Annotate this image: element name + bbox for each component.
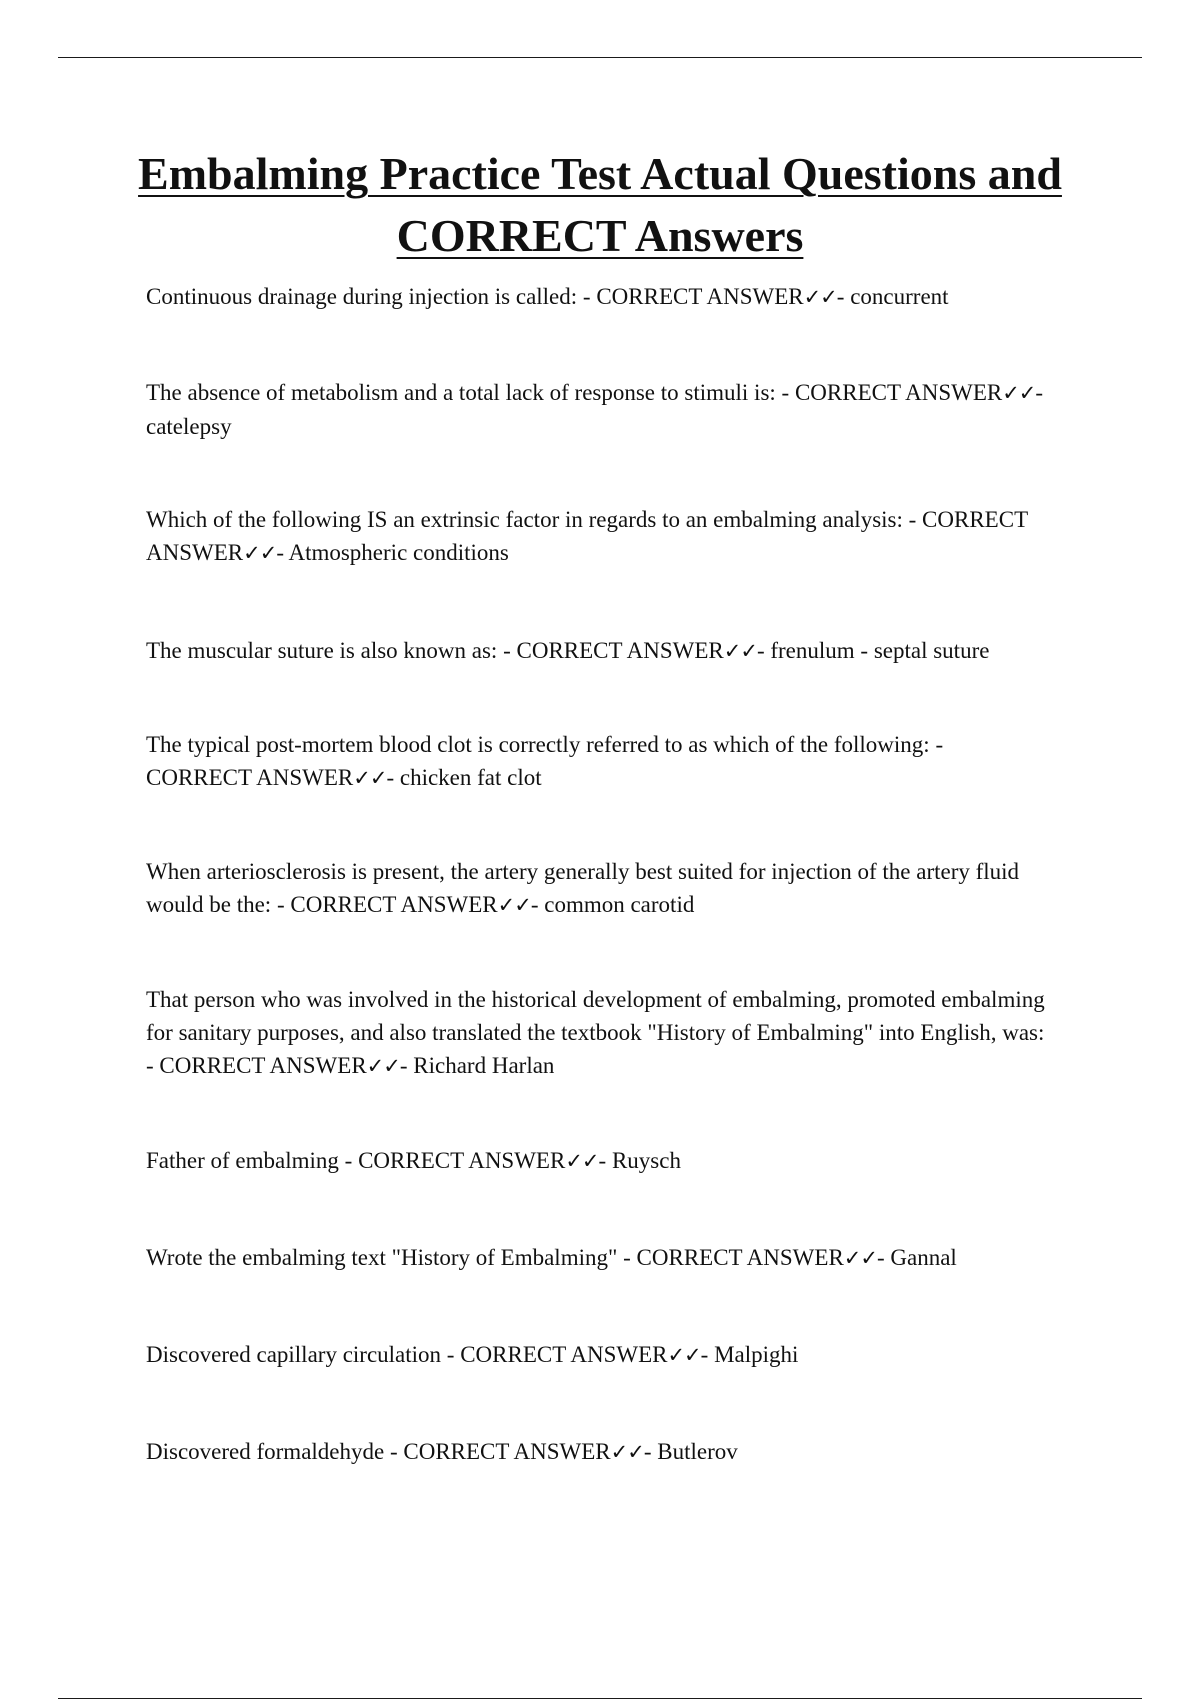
qa-item: That person who was involved in the historical development of embalming, promoted embalming for sanitary purposes, and also translated the textbook "History of Embalming" into English, was: - CORRECT ANSWER✓✓- Richard Harlan (146, 987, 1045, 1078)
answer-text: catelepsy (146, 414, 232, 439)
answer-marker: - CORRECT ANSWER (146, 507, 1028, 565)
answer-text: Malpighi (714, 1342, 799, 1367)
qa-item: The muscular suture is also known as: - CORRECT ANSWER✓✓- frenulum - septal suture (146, 638, 990, 663)
check-marks: ✓✓ (610, 1440, 644, 1464)
qa-item: When arteriosclerosis is present, the artery generally best suited for injection of the artery fluid would be the: - CORRECT ANSWER✓✓- common carotid (146, 859, 1020, 917)
question-text: Wrote the embalming text "History of Embalming" (146, 1245, 618, 1270)
check-marks: ✓✓ (497, 893, 531, 917)
qa-item: Discovered formaldehyde - CORRECT ANSWER✓✓- Butlerov (146, 1439, 738, 1464)
check-marks: ✓✓ (1002, 381, 1036, 405)
top-rule (58, 57, 1142, 58)
check-marks: ✓✓ (366, 1054, 400, 1078)
qa-item: Wrote the embalming text "History of Embalming" - CORRECT ANSWER✓✓- Gannal (146, 1245, 957, 1270)
check-marks: ✓✓ (353, 766, 387, 790)
answer-marker: - CORRECT ANSWER (146, 732, 944, 790)
answer-marker: - CORRECT ANSWER (389, 1439, 611, 1464)
answer-text: Ruysch (611, 1148, 681, 1173)
check-marks: ✓✓ (565, 1149, 599, 1173)
check-marks: ✓✓ (803, 285, 837, 309)
bottom-rule (58, 1698, 1142, 1699)
question-text: Which of the following IS an extrinsic factor in regards to an embalming analysis: (146, 507, 903, 532)
check-marks: ✓✓ (243, 541, 277, 565)
answer-marker: - CORRECT ANSWER (344, 1148, 566, 1173)
check-marks: ✓✓ (723, 639, 757, 663)
answer-marker: - CORRECT ANSWER (446, 1342, 668, 1367)
question-text: When arteriosclerosis is present, the artery generally best suited for injection of the artery fluid would be the: (146, 859, 1020, 917)
qa-item: Discovered capillary circulation - CORRECT ANSWER✓✓- Malpighi (146, 1342, 799, 1367)
qa-item: Father of embalming - CORRECT ANSWER✓✓- Ruysch (146, 1148, 681, 1173)
question-text: Father of embalming (146, 1148, 339, 1173)
question-text: That person who was involved in the historical development of embalming, promoted embalming for sanitary purposes, and also translated the textbook "History of Embalming" into English, was: (146, 987, 1045, 1045)
answer-text: chicken fat clot (399, 765, 542, 790)
answer-text: frenulum - septal suture (770, 638, 990, 663)
answer-text: Butlerov (657, 1439, 738, 1464)
check-marks: ✓✓ (843, 1246, 877, 1270)
question-text: Discovered formaldehyde (146, 1439, 385, 1464)
question-text: The muscular suture is also known as: (146, 638, 498, 663)
answer-text: Atmospheric conditions (288, 540, 509, 565)
answer-text: Richard Harlan (413, 1053, 555, 1078)
answer-text: common carotid (544, 892, 695, 917)
answer-marker: - CORRECT ANSWER (623, 1245, 844, 1270)
question-text: Continuous drainage during injection is called: (146, 284, 578, 309)
question-text: The absence of metabolism and a total lack of response to stimuli is: (146, 380, 776, 405)
answer-text: concurrent (850, 284, 949, 309)
answer-marker: - CORRECT ANSWER (276, 892, 498, 917)
qa-item: Which of the following IS an extrinsic factor in regards to an embalming analysis: - CORRECT ANSWER✓✓- Atmospheric conditions (146, 507, 1028, 565)
question-text: Discovered capillary circulation (146, 1342, 442, 1367)
qa-item: The absence of metabolism and a total lack of response to stimuli is: - CORRECT ANSWER✓✓- catelepsy (146, 380, 1044, 439)
check-marks: ✓✓ (667, 1343, 701, 1367)
answer-marker: - CORRECT ANSWER (582, 284, 804, 309)
answer-marker: - CORRECT ANSWER (146, 1053, 367, 1078)
qa-item: Continuous drainage during injection is called: - CORRECT ANSWER✓✓- concurrent (146, 284, 949, 309)
answer-marker: - CORRECT ANSWER (781, 380, 1003, 405)
document-title: Embalming Practice Test Actual Questions and CORRECT Answers (138, 148, 1062, 261)
question-text: The typical post-mortem blood clot is correctly referred to as which of the following: (146, 732, 930, 757)
answer-text: Gannal (890, 1245, 957, 1270)
answer-marker: - CORRECT ANSWER (503, 638, 724, 663)
qa-item: The typical post-mortem blood clot is correctly referred to as which of the following: - CORRECT ANSWER✓✓- chicken fat clot (146, 732, 944, 790)
